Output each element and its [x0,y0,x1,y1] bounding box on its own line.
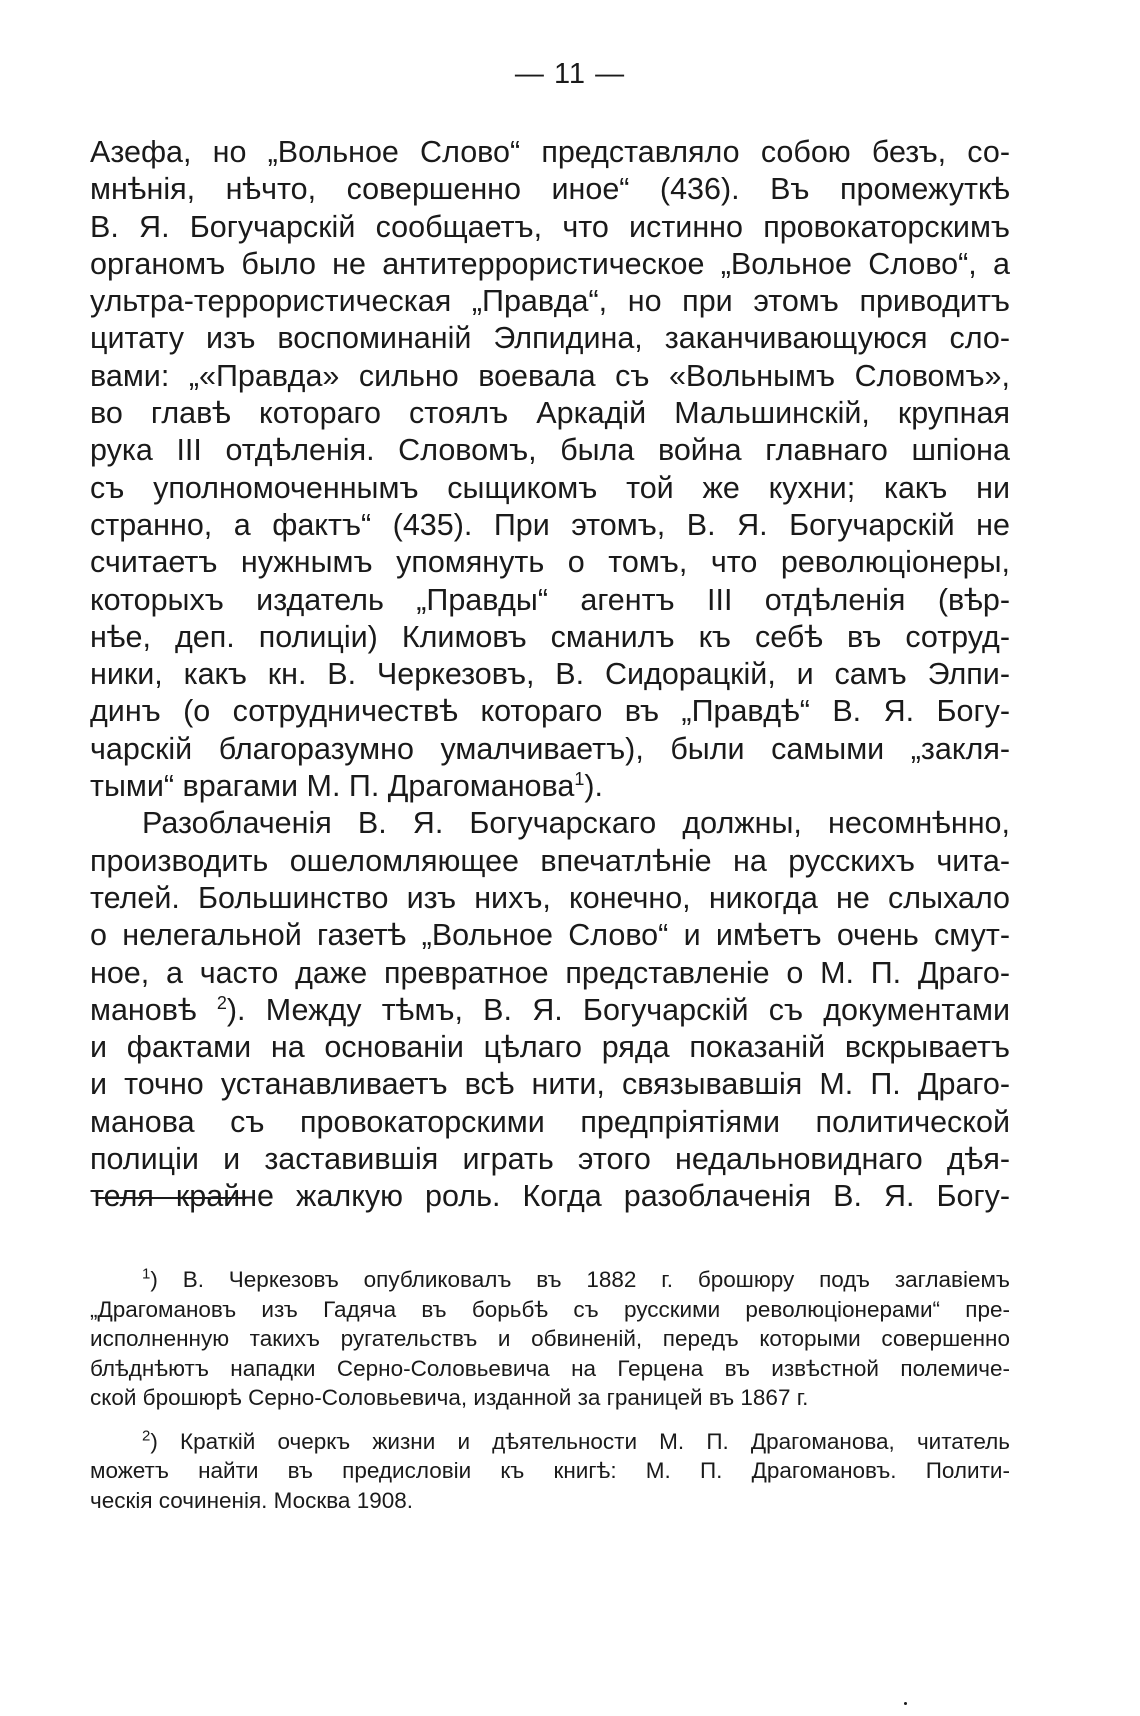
text-line: о нелегальной газетѣ „Вольное Слово“ и имѣетъ очень смут- [90,918,1010,953]
text-fragment: тыми“ врагами М. П. Драгоманова [90,769,575,804]
text-line: и фактами на основаніи цѣлаго ряда показаній вскрываетъ [90,1030,1010,1065]
text-line: ное, а часто даже превратное представленіе о М. П. Драго- [90,955,1010,990]
text-line: и точно устанавливаетъ всѣ нити, связывавшія М. П. Драго- [90,1067,1010,1102]
text-line: странно, а фактъ“ (435). При этомъ, В. Я. Богучарскій не [90,507,1010,542]
text-line: рука III отдѣленія. Словомъ, была война главнаго шпіона [90,433,1010,468]
footnote-2-first-line [90,1427,1010,1457]
footnote-separator [98,1197,246,1199]
text-line: вами: „«Правда» сильно воевала съ «Вольнымъ Словомъ», [90,358,1010,393]
footnote-line: ской брошюрѣ Серно-Соловьевича, изданной за границей въ 1867 г. [90,1385,809,1410]
footnote-line: ческія сочиненія. Москва 1908. [90,1487,413,1513]
text-line: во главѣ котораго стоялъ Аркадій Мальшинскій, крупная [90,396,1010,431]
text-line [90,992,1010,1029]
footnote-line: исполненную такихъ ругательствъ и обвиненій, передъ которыми совершенно [90,1326,1010,1351]
footnote-line: блѣднѣютъ нападки Серно-Соловьевича на Герцена въ извѣстной полемиче- [90,1355,1010,1381]
footnote-line: можетъ найти въ предисловіи къ книгѣ: М. П. Драгомановъ. Полити- [90,1458,1010,1483]
footnote-mark-1: 1 [142,1265,151,1283]
footnote-gap [90,1413,1010,1427]
text-line: динъ (о сотрудничествѣ котораго въ „Правдѣ“ В. Я. Богу- [90,694,1010,729]
footnote-line: „Драгомановъ изъ Гадяча въ борьбѣ съ русскими революціонерами“ пре- [90,1296,1010,1322]
text-fragment: ) Краткій очеркъ жизни и дѣятельности М. П. Драгоманова, читатель [150,1428,1010,1454]
footnote-ref-2[interactable]: 2 [216,992,227,1013]
text-fragment: ). Между тѣмъ, В. Я. Богучарскій съ документами [226,992,1010,1027]
main-text [90,134,1010,1216]
text-line: мнѣнія, нѣчто, совершенно иное“ (436). Въ промежуткѣ [90,172,1010,207]
text-line: ультра-террористическая „Правда“, но при этомъ приводитъ [90,284,1010,319]
text-line: которыхъ издатель „Правды“ агентъ III отдѣленія (вѣр- [90,582,1010,617]
text-line: нѣе, деп. полиціи) Климовъ сманилъ къ себѣ въ сотруд- [90,619,1010,654]
print-speck [904,1702,907,1705]
paragraph-end-line [90,768,1010,805]
text-line: органомъ было не антитеррористическое „Вольное Слово“, а [90,246,1010,281]
footnotes [90,1265,1010,1515]
text-fragment: мановѣ [90,992,197,1027]
paragraph-start-line: Разоблаченія В. Я. Богучарскаго должны, несомнѣнно, [142,806,1010,841]
text-line: теля крайне жалкую роль. Когда разоблаченія В. Я. Богу- [90,1179,1010,1214]
text-line: Азефа, но „Вольное Слово“ представляло собою безъ, со- [90,135,1010,169]
text-line: ники, какъ кн. В. Черкезовъ, В. Сидорацкій, и самъ Элпи- [90,657,1010,692]
footnote-ref-1[interactable]: 1 [574,768,585,789]
text-line: В. Я. Богучарскій сообщаетъ, что истинно провокаторскимъ [90,209,1010,244]
text-line: манова съ провокаторскими предпріятіями политической [90,1104,1010,1139]
footnote-1-first-line [90,1265,1010,1295]
text-line: производить ошеломляющее впечатлѣніе на русскихъ чита- [90,843,1010,878]
text-line: считаетъ нужнымъ упомянуть о томъ, что революціонеры, [90,545,1010,580]
footnote-mark-2: 2 [142,1427,151,1444]
text-fragment: ). [584,769,603,804]
text-line: съ уполномоченнымъ сыщикомъ той же кухни; какъ ни [90,470,1010,505]
text-line: полиціи и заставившія играть этого недальновиднаго дѣя- [90,1142,1010,1177]
text-line: цитату изъ воспоминаній Элпидина, заканчивающуюся сло- [90,321,1010,356]
text-line: чарскій благоразумно умалчиваетъ), были самыми „закля- [90,731,1010,766]
text-line: телей. Большинство изъ нихъ, конечно, никогда не слыхало [90,880,1010,915]
text-fragment: ) В. Черкезовъ опубликовалъ въ 1882 г. брошюру подъ заглавіемъ [150,1267,1010,1292]
page-number: — 11 — [514,58,626,90]
